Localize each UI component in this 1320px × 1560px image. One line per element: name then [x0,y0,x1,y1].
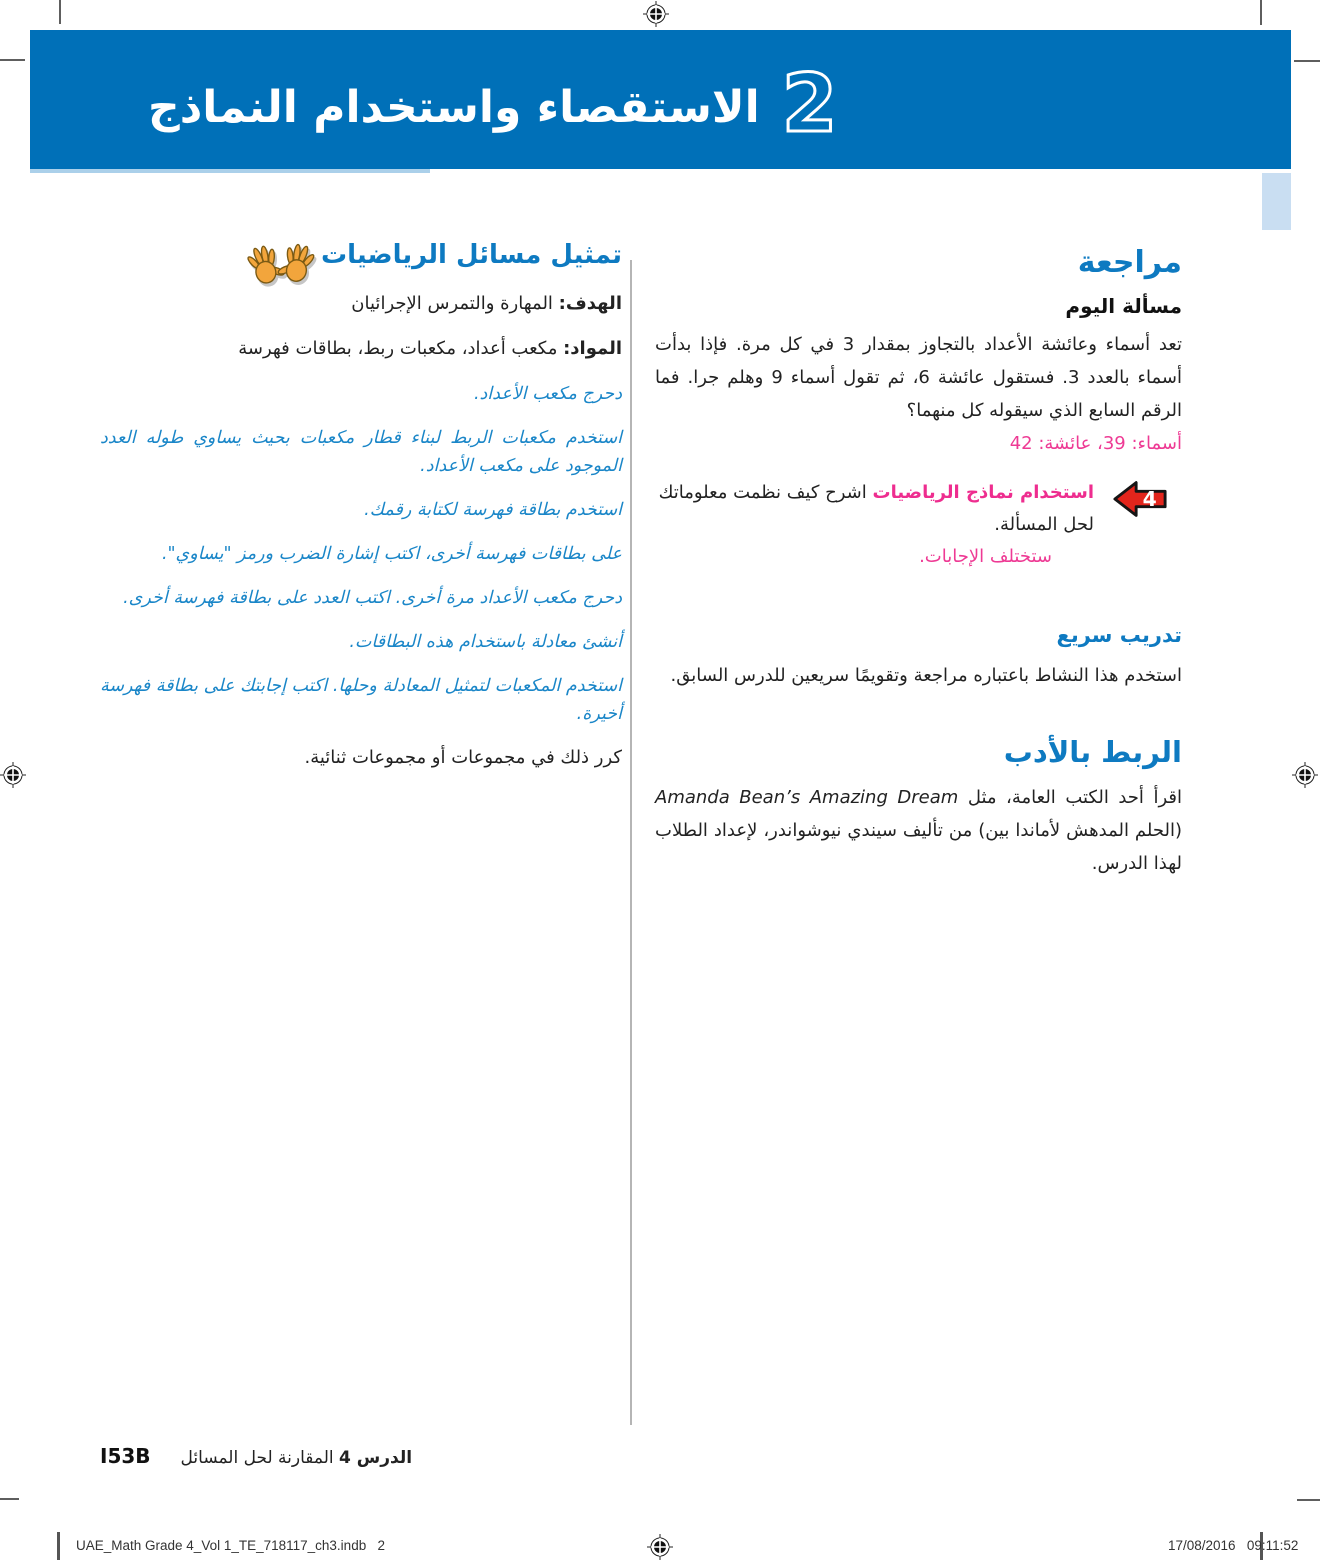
chapter-number: 2 [781,57,838,150]
crosshair-icon [0,762,26,788]
chapter-header-band [30,30,1291,169]
activity-step: استخدم مكعبات الربط لبناء قطار مكعبات بحيث يساوي طوله العدد الموجود على مكعب الأعداد. [100,428,622,476]
band-understrip [30,169,430,173]
crosshair-icon [1292,762,1318,788]
quick-practice-section [655,623,1182,691]
materials-text: مكعب أعداد، مكعبات ربط، بطاقات فهرسة [238,338,558,359]
goal-text: المهارة والتمرس الإجرائيان [351,293,553,314]
hands-icon [238,230,324,296]
quick-practice-title: تدريب سريع [1056,623,1182,647]
arrow-left-badge-icon [1112,479,1168,519]
crop-mark [1297,1499,1320,1501]
page-footer [100,1444,412,1468]
activity-step: دحرج مكعب الأعداد. [473,384,622,404]
crosshair-icon [643,1,669,27]
crop-mark [0,1498,19,1500]
activity-goal [100,290,622,317]
activity-title: تمثيل مسائل الرياضيات [320,240,622,270]
review-title: مراجعة [1077,245,1182,280]
quick-practice-text: استخدم هذا النشاط باعتباره مراجعة وتقويمًا سريعين للدرس السابق. [670,665,1182,686]
literature-text [655,781,1182,880]
book-title: Amanda Bean’s Amazing Dream [655,787,959,808]
activity-note: كرر ذلك في مجموعات أو مجموعات ثنائية. [304,747,622,768]
review-column [655,245,1182,880]
goal-label: الهدف: [558,293,622,314]
activity-step: استخدم المكعبات لتمثيل المعادلة وحلها. اكتب إجابتك على بطاقة فهرسة أخيرة. [100,676,622,724]
activity-step: أنشئ معادلة باستخدام هذه البطاقات. [349,632,622,652]
chapter-title: الاستقصاء واستخدام النماذج [148,81,760,133]
print-footer-bar [57,1532,60,1560]
math-practice-answer: ستختلف الإجابات. [919,546,1052,567]
activity-materials [100,335,622,362]
page-number: I53B [100,1444,151,1468]
activity-step: دحرج مكعب الأعداد مرة أخرى. اكتب العدد على بطاقة فهرسة أخرى. [123,588,622,608]
activity-step: على بطاقات فهرسة أخرى، اكتب إشارة الضرب ورمز "يساوي". [161,544,622,564]
column-divider [630,260,632,1425]
crop-mark [1260,0,1262,25]
problem-of-day-text: تعد أسماء وعائشة الأعداد بالتجاوز بمقدار 3 في كل مرة. فإذا بدأت أسماء بالعدد 3. فستقول عائشة 6، ثم تقول أسماء 9 وهلم جرا. فما الرقم السابع الذي سيقوله كل منهما؟ [655,334,1182,421]
literature-text-after: (الحلم المدهش لأماندا بين) من تأليف سيندي نيوشواندر، لإعداد الطلاب لهذا الدرس. [655,820,1182,874]
math-practice-number: 4 [1142,486,1157,511]
lesson-label: الدرس 4 [339,1448,413,1468]
chapter-edge-tab [1262,173,1291,230]
crop-mark [59,0,61,24]
crosshair-icon [647,1534,673,1560]
literature-text-before: اقرأ أحد الكتب العامة، مثل [967,787,1182,808]
print-timestamp: 17/08/2016 09:11:52 [1168,1538,1299,1553]
activity-step: استخدم بطاقة فهرسة لكتابة رقمك. [364,500,622,520]
literature-section [655,735,1182,880]
lesson-title: المقارنة لحل المسائل [180,1448,334,1468]
math-practice-label: استخدام نماذج الرياضيات [872,482,1094,503]
crop-mark [1294,60,1320,62]
literature-title: الربط بالأدب [1003,735,1182,769]
problem-of-day-title: مسألة اليوم [1065,294,1182,318]
lesson-reference [181,1448,413,1468]
chapter-title-row [148,57,838,150]
materials-label: المواد: [563,338,622,359]
math-practice-block [655,477,1182,573]
math-practice-text: اشرح كيف نظمت معلوماتك لحل المسألة. [658,482,1094,535]
activity-column [100,240,622,789]
crop-mark [0,59,25,61]
problem-of-day-answer: أسماء: 39، عائشة: 42 [1009,433,1182,454]
print-file-info: UAE_Math Grade 4_Vol 1_TE_718117_ch3.indb 2 [76,1538,385,1553]
